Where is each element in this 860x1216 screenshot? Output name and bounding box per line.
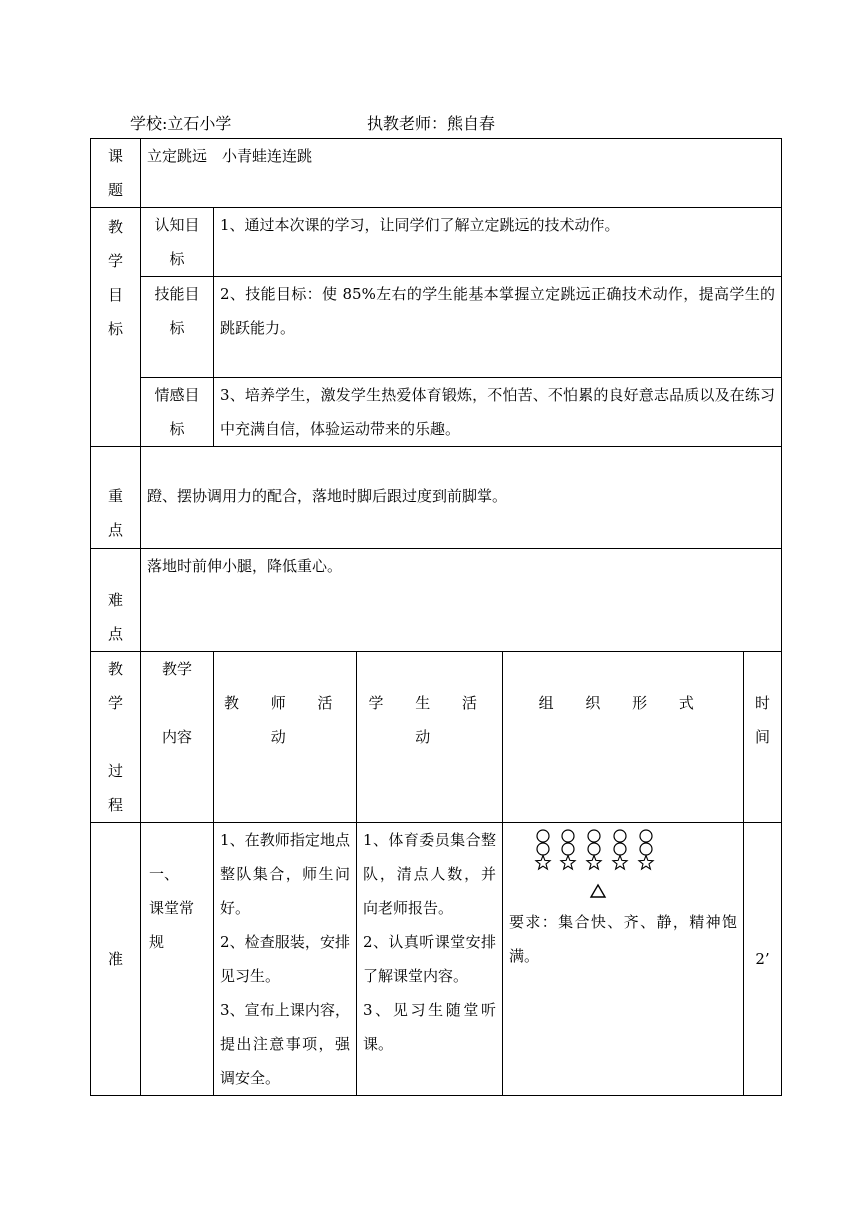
stage1-label: 准 [91,823,141,1096]
stage1-teacher-activity [214,823,357,1096]
star-icon [561,856,575,870]
circle-icon [614,830,626,842]
goal-row-cognitive [91,208,782,277]
circle-icon [614,843,626,855]
circle-icon [588,830,600,842]
goal-label-cognitive: 认知目 标 [141,208,214,277]
key-point-label: 重 点 [91,447,141,549]
stage1-content: 一、 课堂常 规 [141,823,214,1096]
topic-label: 课 题 [91,139,141,208]
circle-icon [537,830,549,842]
star-icon [639,856,653,870]
organization-header: 组 织 形 式 [503,652,744,823]
key-point-row [91,447,782,549]
triangle-icon [591,885,605,897]
school-name: 学校:立石小学 [130,114,232,133]
star-icon [587,856,601,870]
student-step: 3、见习生随堂听课。 [363,1001,496,1053]
circle-icon [562,843,574,855]
goals-label: 教 学 目 标 [91,208,141,447]
process-header-row [91,652,782,823]
goal-row-skill [91,277,782,378]
time-header: 时 间 [744,652,782,823]
teacher-step: 2、检查服装，安排见习生。 [220,933,350,985]
stage1-formation [503,823,744,1096]
star-icon [536,856,550,870]
teacher-name: 执教老师：熊自春 [367,114,496,133]
formation-diagram [509,823,737,911]
goal-text-skill: 2、技能目标：使 85%左右的学生能基本掌握立定跳远正确技术动作，提高学生的跳跃能力。 [214,277,782,378]
content-header: 教学 内容 [141,652,214,823]
difficulty-text: 落地时前伸小腿，降低重心。 [141,549,782,652]
circle-icon [640,843,652,855]
stage1-time: 2’ [744,823,782,1096]
circle-icon [562,830,574,842]
student-step: 2、认真听课堂安排了解课堂内容。 [363,933,496,985]
teacher-step: 1、在教师指定地点整队集合，师生问好。 [220,831,350,917]
process-label: 教 学 过 程 [91,652,141,823]
student-step: 1、体育委员集合整队，清点人数，并向老师报告。 [363,831,496,917]
student-activity-header: 学 生 活 动 [357,652,503,823]
difficulty-label: 难 点 [91,549,141,652]
star-icon [613,856,627,870]
circle-icon [537,843,549,855]
topic-row [91,139,782,208]
difficulty-row [91,549,782,652]
goal-row-emotion [91,378,782,447]
goal-label-skill: 技能目 标 [141,277,214,378]
goal-text-emotion: 3、培养学生，激发学生热爱体育锻炼，不怕苦、不怕累的良好意志品质以及在练习中充满自信，体验运动带来的乐趣。 [214,378,782,447]
stage1-row [91,823,782,1096]
teacher-step: 3、宣布上课内容，提出注意事项，强调安全。 [220,1001,350,1087]
teacher-activity-header: 教 师 活 动 [214,652,357,823]
goal-label-emotion: 情感目 标 [141,378,214,447]
key-point-text: 蹬、摆协调用力的配合，落地时脚后跟过度到前脚掌。 [141,447,782,549]
formation-requirement: 要求：集合快、齐、静，精神饱满。 [509,913,737,965]
circle-icon [640,830,652,842]
stage1-student-activity [357,823,503,1096]
circle-icon [588,843,600,855]
topic-value: 立定跳远 小青蛙连连跳 [141,139,782,208]
page-header [0,111,860,135]
goal-text-cognitive: 1、通过本次课的学习，让同学们了解立定跳远的技术动作。 [214,208,782,277]
lesson-plan-table [90,138,782,1096]
